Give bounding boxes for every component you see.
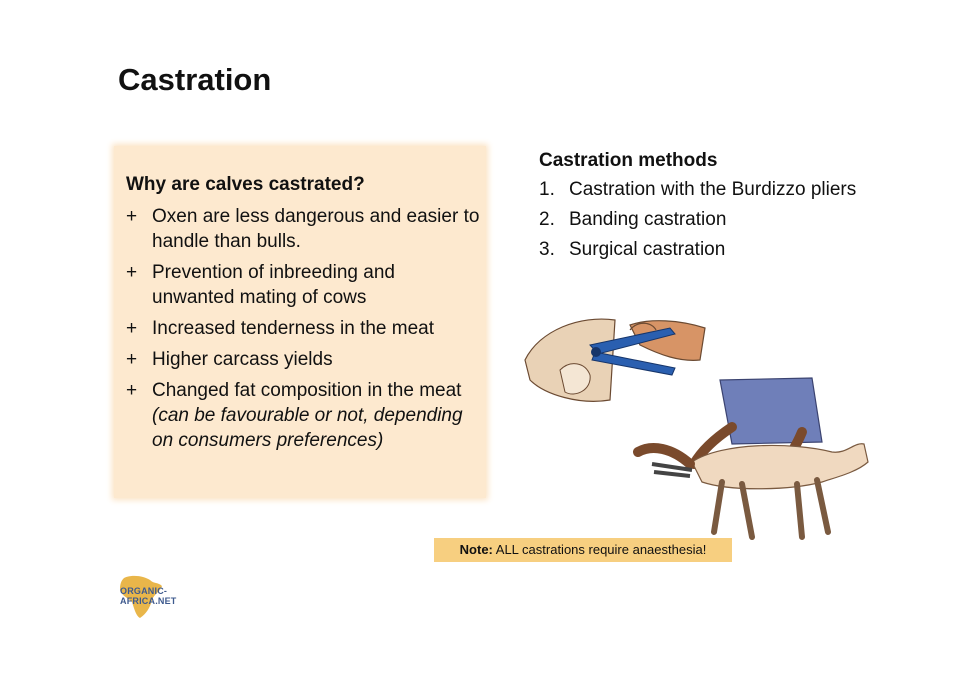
anaesthesia-note [434,538,732,562]
plus-bullet-icon: + [126,349,138,370]
list-item [126,260,481,310]
logo-text-right: -AFRICA.NET [120,586,177,606]
method-number: 1. [539,179,555,200]
list-item [126,316,481,341]
plus-bullet-icon: + [126,318,138,339]
reason-text: Prevention of inbreeding and unwanted mating of cows [152,262,395,308]
method-text: Banding castration [569,209,727,230]
logo-text [120,586,218,606]
reason-text: Changed fat composition in the meat [152,380,462,401]
why-heading: Why are calves castrated? [126,174,365,195]
methods-heading: Castration methods [539,150,718,171]
plus-bullet-icon: + [126,380,138,401]
methods-list [539,178,859,262]
calf-restraint-illustration [632,372,872,552]
list-item [126,347,481,372]
plus-bullet-icon: + [126,262,138,283]
reason-text: Oxen are less dangerous and easier to handle than bulls. [152,206,480,252]
method-text: Castration with the Burdizzo pliers [569,179,857,200]
note-text: ALL castrations require anaesthesia! [492,542,707,557]
reasons-list [126,204,481,459]
list-item [539,208,859,232]
method-text: Surgical castration [569,239,726,260]
reason-text: Increased tenderness in the meat [152,318,435,339]
reason-note: (can be favourable or not, depending on consumers preferences) [152,405,463,451]
logo-text-left: ORGANIC [120,586,164,596]
list-item [126,378,481,453]
reason-text: Higher carcass yields [152,349,333,370]
methods-section [539,150,859,268]
list-item [539,238,859,262]
organic-africa-logo [118,574,218,620]
method-number: 2. [539,209,555,230]
list-item [539,178,859,202]
slide-title: Castration [118,62,272,97]
why-castrate-box [114,146,486,498]
note-label: Note: [459,542,493,557]
list-item [126,204,481,254]
method-number: 3. [539,239,555,260]
plus-bullet-icon: + [126,206,138,227]
